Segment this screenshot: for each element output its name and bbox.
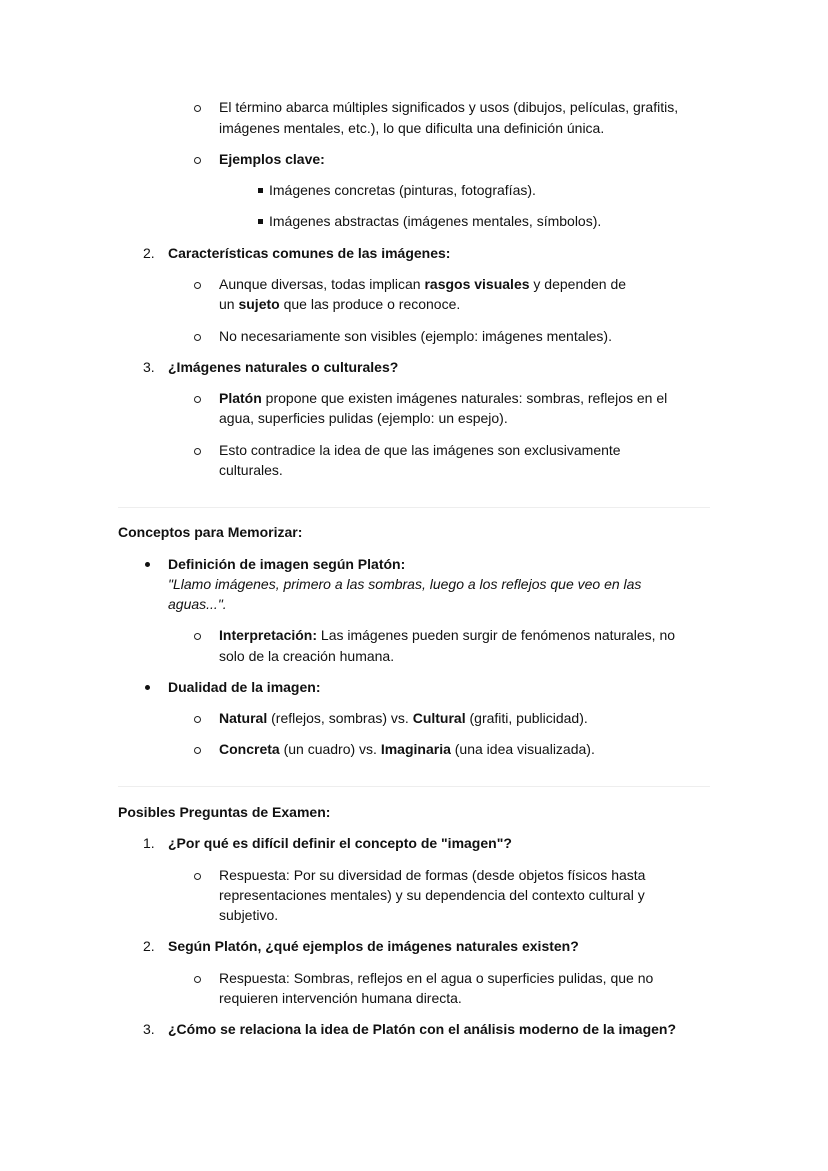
hollow-bullet-icon <box>194 747 201 754</box>
text: propone que existen imágenes naturales: sombras, reflejos en el <box>261 390 668 406</box>
bold-text: Ejemplos clave: <box>219 151 325 167</box>
text: un <box>219 296 239 312</box>
list-item-heading <box>168 357 398 377</box>
text: Las imágenes pueden surgir de fenómenos naturales, no <box>317 627 676 643</box>
question <box>168 833 512 853</box>
question <box>168 936 579 956</box>
text: que las produce o reconoce. <box>279 296 461 312</box>
text: Aunque diversas, todas implican <box>219 276 425 292</box>
list-item-heading <box>168 677 320 697</box>
italic-text: aguas...". <box>168 596 227 612</box>
italic-text: "Llamo imágenes, primero a las sombras, luego a los reflejos que veo en las <box>168 576 642 592</box>
bold-text: ¿Por qué es difícil definir el concepto de "imagen"? <box>168 835 512 851</box>
list-item-text <box>219 294 460 314</box>
text: (reflejos, sombras) vs. <box>267 710 413 726</box>
list-item-text <box>219 388 667 408</box>
hollow-bullet-icon <box>194 448 201 455</box>
bold-text: Conceptos para Memorizar: <box>118 524 303 540</box>
list-item-text: solo de la creación humana. <box>219 648 395 664</box>
list-number: 2. <box>143 938 155 954</box>
hollow-bullet-icon <box>194 633 201 640</box>
list-item-text <box>219 274 626 294</box>
question <box>168 1019 676 1039</box>
list-item-text: agua, superficies pulidas (ejemplo: un espejo). <box>219 410 508 426</box>
bold-text: Platón <box>219 390 262 406</box>
bold-text: rasgos visuales <box>424 276 530 292</box>
bold-text: Interpretación: <box>219 627 318 643</box>
answer-text: Respuesta: Por su diversidad de formas (desde objetos físicos hasta <box>219 867 646 883</box>
bullet-icon <box>145 562 150 567</box>
bold-text: Características comunes de las imágenes: <box>168 245 451 261</box>
answer-text: requieren intervención humana directa. <box>219 990 462 1006</box>
quote-text <box>168 574 641 594</box>
text: y dependen de <box>529 276 627 292</box>
bold-text: Según Platón, ¿qué ejemplos de imágenes naturales existen? <box>168 938 579 954</box>
list-item-text: culturales. <box>219 462 283 478</box>
bold-text: Imaginaria <box>380 741 451 757</box>
bold-text: Concreta <box>219 741 280 757</box>
quote-text <box>168 594 227 614</box>
bold-text: Posibles Preguntas de Examen: <box>118 804 331 820</box>
section-heading <box>118 522 302 542</box>
answer-text: Respuesta: Sombras, reflejos en el agua o superficies pulidas, que no <box>219 970 654 986</box>
list-item-text: imágenes mentales, etc.), lo que dificulta una definición única. <box>219 120 605 136</box>
list-item-text: Imágenes abstractas (imágenes mentales, símbolos). <box>269 213 602 229</box>
list-item-text <box>219 739 595 759</box>
hollow-bullet-icon <box>194 157 201 164</box>
hollow-bullet-icon <box>194 976 201 983</box>
text: (un cuadro) vs. <box>279 741 381 757</box>
answer-text: representaciones mentales) y su dependencia del contexto cultural y <box>219 887 645 903</box>
hollow-bullet-icon <box>194 334 201 341</box>
section-heading <box>118 802 330 822</box>
bold-text: ¿Cómo se relaciona la idea de Platón con el análisis moderno de la imagen? <box>168 1021 677 1037</box>
bold-text: Natural <box>219 710 268 726</box>
divider <box>118 507 710 508</box>
list-number: 3. <box>143 1021 155 1037</box>
bold-text: Definición de imagen según Platón: <box>168 556 406 572</box>
hollow-bullet-icon <box>194 396 201 403</box>
list-number: 3. <box>143 359 155 375</box>
text: (una idea visualizada). <box>450 741 595 757</box>
list-item-text: Imágenes concretas (pinturas, fotografías). <box>269 182 536 198</box>
square-bullet-icon <box>258 188 263 193</box>
list-item-heading <box>168 243 450 263</box>
list-item-text: No necesariamente son visibles (ejemplo: imágenes mentales). <box>219 328 612 344</box>
hollow-bullet-icon <box>194 716 201 723</box>
divider <box>118 786 710 787</box>
list-item-text <box>219 625 675 645</box>
list-item-text: El término abarca múltiples significados y usos (dibujos, películas, grafitis, <box>219 99 679 115</box>
list-item-heading <box>168 554 405 574</box>
text: (grafiti, publicidad). <box>465 710 588 726</box>
bullet-icon <box>145 685 150 690</box>
list-number: 2. <box>143 245 155 261</box>
list-item-text <box>219 149 325 169</box>
hollow-bullet-icon <box>194 105 201 112</box>
bold-text: ¿Imágenes naturales o culturales? <box>168 359 399 375</box>
square-bullet-icon <box>258 219 263 224</box>
bold-text: Dualidad de la imagen: <box>168 679 321 695</box>
list-item-text: Esto contradice la idea de que las imágenes son exclusivamente <box>219 442 621 458</box>
bold-text: Cultural <box>412 710 466 726</box>
list-number: 1. <box>143 835 155 851</box>
list-item-text <box>219 708 588 728</box>
answer-text: subjetivo. <box>219 907 279 923</box>
hollow-bullet-icon <box>194 873 201 880</box>
bold-text: sujeto <box>238 296 280 312</box>
hollow-bullet-icon <box>194 282 201 289</box>
